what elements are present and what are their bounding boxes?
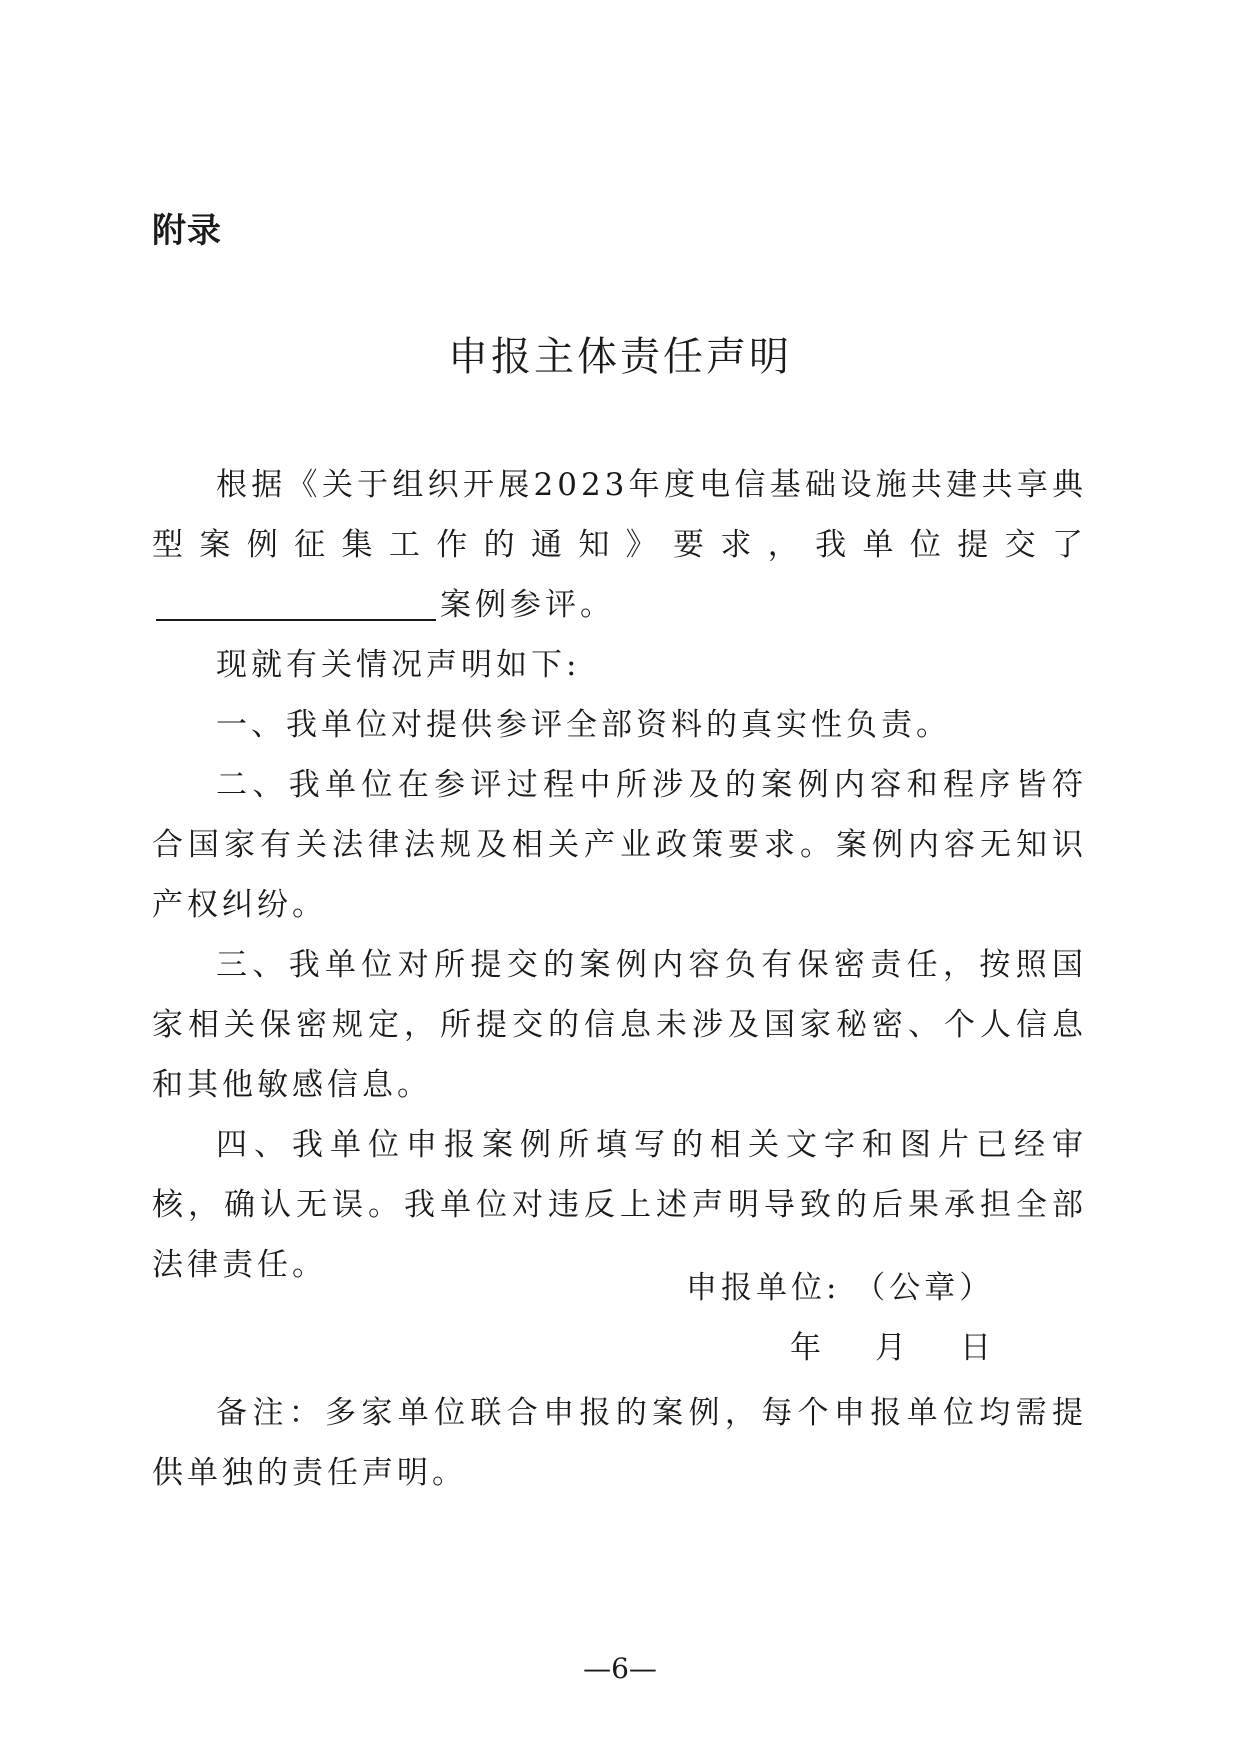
declaration-body xyxy=(152,455,1087,1295)
page-number: —6— xyxy=(583,1652,657,1685)
intro-paragraph xyxy=(152,455,1087,635)
paragraph-statement-lead: 现就有关情况声明如下: xyxy=(216,647,581,683)
paragraph-item-4: 四、我单位申报案例所填写的相关文字和图片已经审核，确认无误。我单位对违反上述声明导致的后果承担全部法律责任。 xyxy=(152,1127,1087,1283)
appendix-label: 附录 xyxy=(152,211,222,251)
date-year: 年 xyxy=(790,1330,825,1366)
paragraph-item-3: 三、我单位对所提交的案例内容负有保密责任，按照国家相关保密规定，所提交的信息未涉及国家秘密、个人信息和其他敏感信息。 xyxy=(152,947,1087,1103)
date-line xyxy=(790,1322,1045,1367)
intro-text-before: 根据《关于组织开展2023年度电信基础设施共建共享典型案例征集工作的通知》要求，我单位提交了 xyxy=(152,467,1087,563)
date-day: 日 xyxy=(960,1330,995,1366)
case-name-blank xyxy=(156,583,436,621)
paragraph-item-1: 一、我单位对提供参评全部资料的真实性负责。 xyxy=(216,707,951,743)
paragraph-item-2: 二、我单位在参评过程中所涉及的案例内容和程序皆符合国家有关法律法规及相关产业政策要求。案例内容无知识产权纠纷。 xyxy=(152,767,1087,923)
signature-line: 申报单位: （公章） xyxy=(686,1270,995,1306)
intro-text-after: 案例参评。 xyxy=(440,587,615,623)
page-title: 申报主体责任声明 xyxy=(448,334,792,380)
date-month: 月 xyxy=(875,1330,910,1366)
remark-note: 备注：多家单位联合申报的案例，每个申报单位均需提供单独的责任声明。 xyxy=(152,1395,1087,1491)
